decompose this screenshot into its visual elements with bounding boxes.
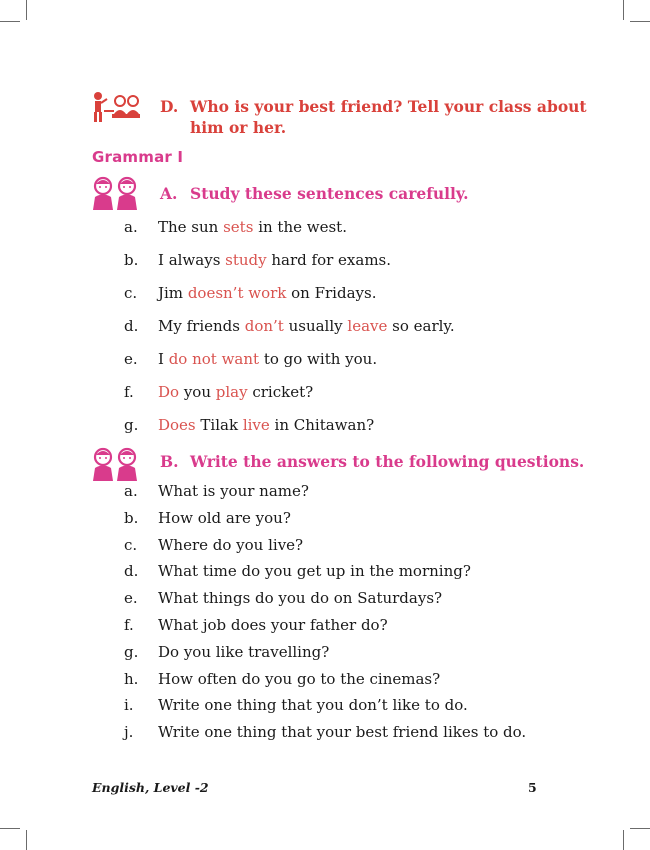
pair-work-icon xyxy=(90,176,140,216)
highlighted-verb: do not want xyxy=(168,350,260,368)
crop-mark xyxy=(26,830,27,850)
highlighted-verb: doesn’t work xyxy=(187,284,287,302)
crop-mark xyxy=(623,0,624,20)
item-letter: i. xyxy=(124,696,134,714)
sentence-text xyxy=(158,415,374,435)
highlighted-verb: study xyxy=(225,251,267,269)
question-text: What time do you get up in the morning? xyxy=(158,562,471,580)
sentence-fragment: you xyxy=(179,383,216,401)
question-text: How often do you go to the cinemas? xyxy=(158,670,441,688)
sentence-fragment: on Fridays. xyxy=(286,284,377,302)
sentence-fragment: usually xyxy=(283,317,348,335)
sentence-text xyxy=(158,217,347,237)
sentence-fragment: Tilak xyxy=(195,416,243,434)
item-letter: h. xyxy=(124,670,139,688)
sentence-text xyxy=(158,250,391,270)
sentence-text xyxy=(158,316,455,336)
highlighted-verb: live xyxy=(242,416,270,434)
sentence-fragment: in the west. xyxy=(253,218,347,236)
crop-mark xyxy=(26,0,27,20)
sentence-fragment: I xyxy=(158,350,169,368)
exercise-instruction: Who is your best friend? Tell your class about him or her. xyxy=(190,97,587,137)
footer-book-title: English, Level -2 xyxy=(92,780,209,795)
item-letter: c. xyxy=(124,536,138,554)
sentence-fragment: hard for exams. xyxy=(266,251,392,269)
question-text: Where do you live? xyxy=(158,536,304,554)
question-text: Do you like travelling? xyxy=(158,643,330,661)
crop-mark xyxy=(623,830,624,850)
item-letter: a. xyxy=(124,218,138,236)
sentence-text xyxy=(158,349,377,369)
sentence-fragment: My friends xyxy=(158,317,245,335)
item-letter: a. xyxy=(124,482,138,500)
highlighted-verb: leave xyxy=(347,317,388,335)
highlighted-verb: sets xyxy=(223,218,254,236)
exercise-instruction: Study these sentences carefully. xyxy=(190,184,469,203)
page-number: 5 xyxy=(528,780,537,795)
item-letter: e. xyxy=(124,589,138,607)
item-letter: j. xyxy=(124,723,134,741)
crop-mark xyxy=(630,21,650,22)
exercise-letter: D. xyxy=(160,97,179,116)
question-text: What things do you do on Saturdays? xyxy=(158,589,443,607)
sentence-fragment: to go with you. xyxy=(259,350,378,368)
sentence-fragment: Jim xyxy=(158,284,188,302)
class-speaking-icon xyxy=(90,90,140,128)
item-letter: d. xyxy=(124,317,139,335)
exercise-instruction: Write the answers to the following questions. xyxy=(190,452,585,471)
exercise-letter: A. xyxy=(160,184,178,203)
exercise-letter: B. xyxy=(160,452,179,471)
item-letter: b. xyxy=(124,251,139,269)
item-letter: g. xyxy=(124,416,139,434)
sentence-fragment: I always xyxy=(158,251,226,269)
crop-mark xyxy=(0,828,20,829)
highlighted-verb: Does xyxy=(158,416,196,434)
item-letter: f. xyxy=(124,616,134,634)
highlighted-verb: play xyxy=(215,383,248,401)
question-text: Write one thing that you don’t like to do. xyxy=(158,696,468,714)
question-text: Write one thing that your best friend likes to do. xyxy=(158,723,527,741)
item-letter: e. xyxy=(124,350,138,368)
question-text: What is your name? xyxy=(158,482,309,500)
sentence-fragment: The sun xyxy=(158,218,224,236)
item-letter: d. xyxy=(124,562,139,580)
item-letter: g. xyxy=(124,643,139,661)
question-text: How old are you? xyxy=(158,509,291,527)
crop-mark xyxy=(630,828,650,829)
sentence-text xyxy=(158,382,313,402)
item-letter: c. xyxy=(124,284,138,302)
question-text: What job does your father do? xyxy=(158,616,388,634)
section-title: Grammar I xyxy=(92,148,184,166)
sentence-fragment: cricket? xyxy=(247,383,314,401)
item-letter: f. xyxy=(124,383,134,401)
highlighted-verb: Do xyxy=(158,383,180,401)
sentence-fragment: in Chitawan? xyxy=(269,416,375,434)
crop-mark xyxy=(0,21,20,22)
highlighted-verb: don’t xyxy=(244,317,284,335)
sentence-text xyxy=(158,283,376,303)
item-letter: b. xyxy=(124,509,139,527)
sentence-fragment: so early. xyxy=(387,317,455,335)
